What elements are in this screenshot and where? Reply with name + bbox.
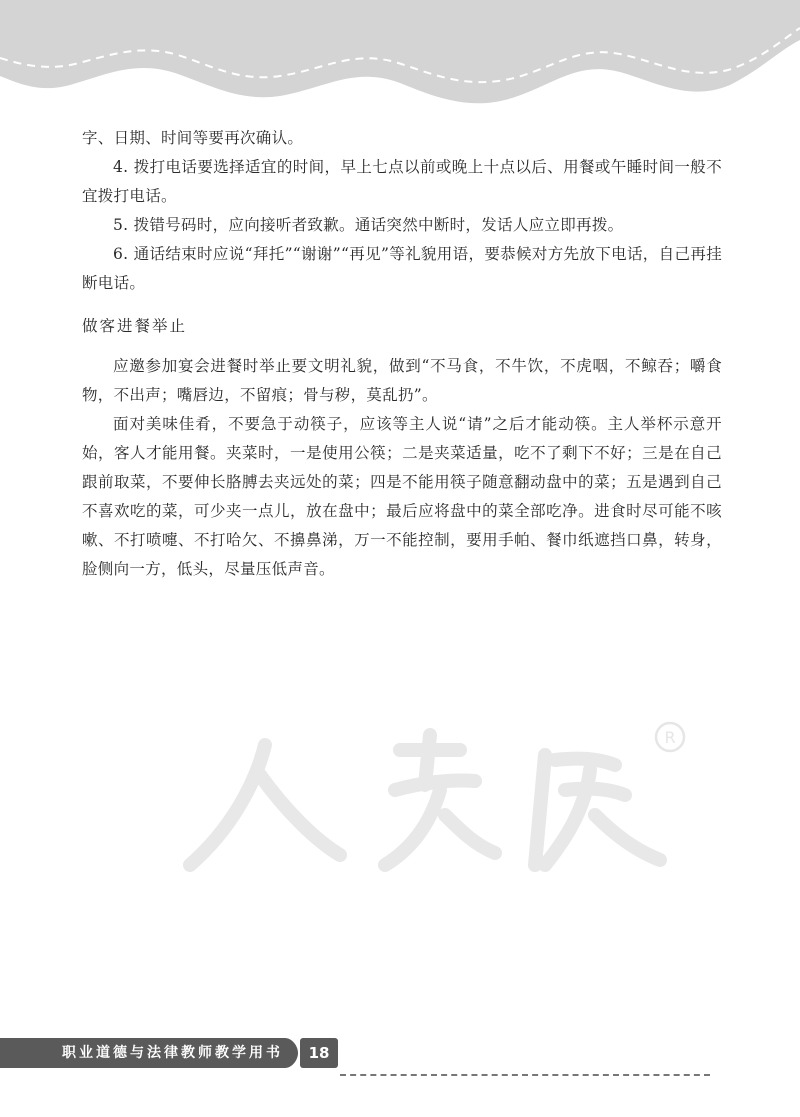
page-number: 18 <box>300 1038 338 1068</box>
footer-dashed-rule <box>340 1074 710 1076</box>
paragraph-continued: 字、日期、时间等要再次确认。 <box>82 129 304 147</box>
section-title: 做客进餐举止 <box>82 317 188 335</box>
paragraph-dining-intro: 应邀参加宴会进餐时举止要文明礼貌，做到“不马食，不牛饮，不虎咽，不鲸吞；嚼食物，不出声；嘴唇边，不留痕；骨与秽，莫乱扔”。 <box>82 357 722 404</box>
paragraph-item-4: 4. 拨打电话要选择适宜的时间，早上七点以前或晚上十点以后、用餐或午睡时间一般不宜拨打电话。 <box>82 158 722 205</box>
publisher-watermark-logo <box>170 715 690 885</box>
page-content <box>82 124 722 584</box>
header-wave-fill <box>0 0 800 103</box>
footer-book-title: 职业道德与法律教师教学用书 <box>62 1045 283 1061</box>
paragraph-item-6: 6. 通话结束时应说“拜托”“谢谢”“再见”等礼貌用语，要恭候对方先放下电话，自己再挂断电话。 <box>82 245 722 292</box>
svg-text:R: R <box>664 728 676 747</box>
header-wave-banner <box>0 0 800 120</box>
paragraph-item-5: 5. 拨错号码时，应向接听者致歉。通话突然中断时，发话人应立即再拨。 <box>113 216 624 234</box>
paragraph-dining-details: 面对美味佳肴，不要急于动筷子，应该等主人说“请”之后才能动筷。主人举杯示意开始，客人才能用餐。夹菜时，一是使用公筷；二是夹菜适量，吃不了剩下不好；三是在自己跟前取菜，不要伸长胳膊去夹远处的菜；四是不能用筷子随意翻动盘中的菜；五是遇到自己不喜欢吃的菜，可少夹一点儿，放在盘中；最后应将盘中的菜全部吃净。进食时尽可能不咳嗽、不打喷嚏、不打哈欠、不擤鼻涕，万一不能控制，要用手帕、餐巾纸遮挡口鼻，转身，脸侧向一方，低头，尽量压低声音。 <box>82 415 722 578</box>
